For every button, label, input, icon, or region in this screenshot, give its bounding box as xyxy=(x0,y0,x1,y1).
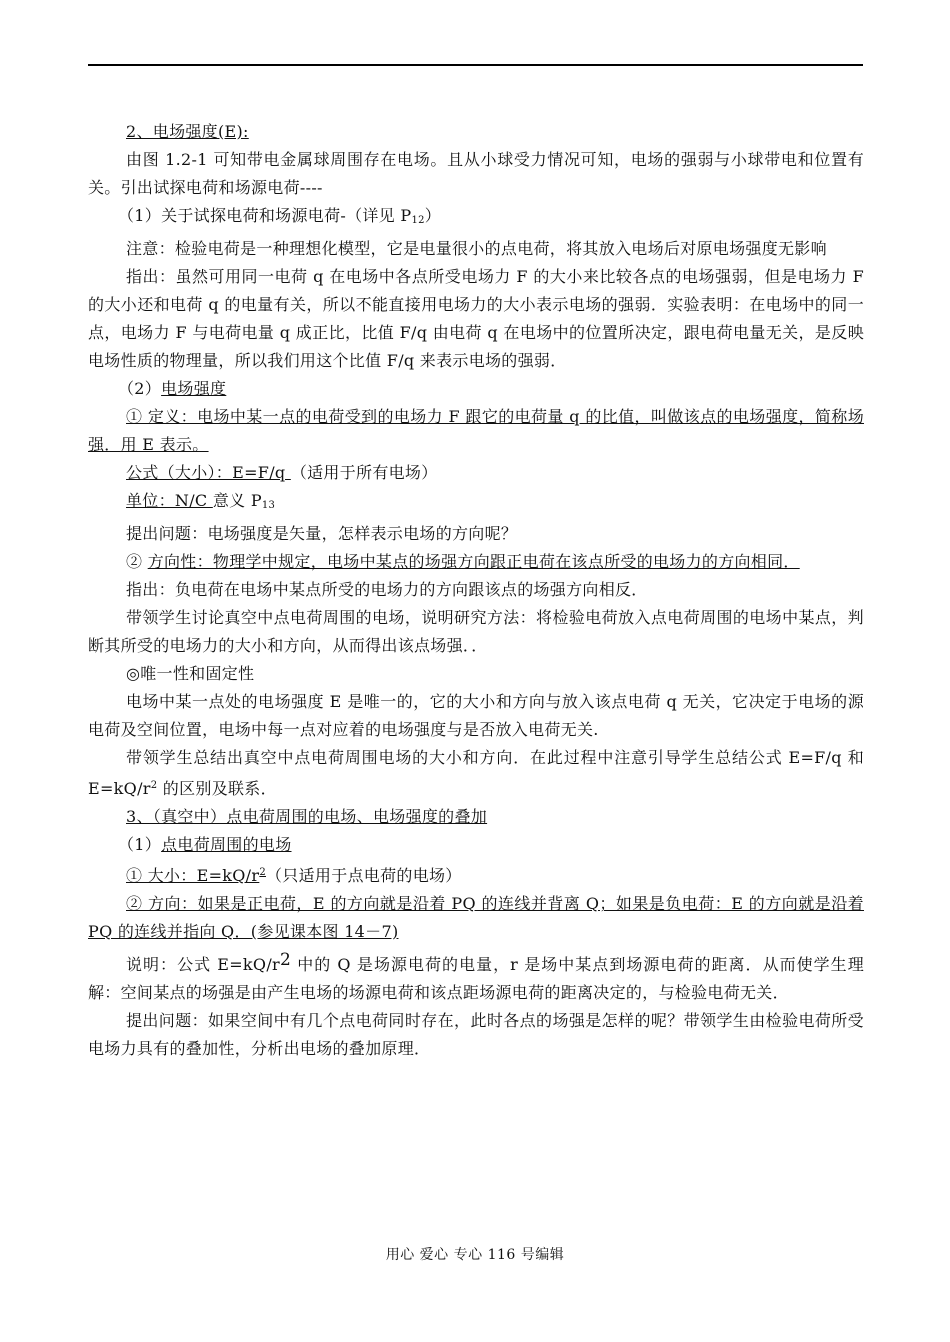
paragraph-magnitude: ① 大小：$E=kQ/r^2$（只适用于点电荷的电场） xyxy=(126,866,462,885)
section-heading-point-charge: 3、（真空中）点电荷周围的电场、电场强度的叠加 xyxy=(126,807,488,826)
header-rule xyxy=(88,64,863,66)
paragraph-test-charge: （1）关于试探电荷和场源电荷-（详见 $P_{12}$） xyxy=(118,206,442,226)
paragraph-direction: ② 方向性：物理学中规定，电场中某点的场强方向跟正电荷在该点所受的电场力的方向相同． xyxy=(126,552,800,571)
paragraph-summary: 带领学生总结出真空中点电荷周围电场的大小和方向．在此过程中注意引导学生总结公式 E=F/q 和 $E=kQ/r^2$ 的区别及联系． xyxy=(88,748,864,798)
page-footer: 用心 爱心 专心 116 号编辑 xyxy=(385,1247,565,1263)
paragraph-note: 注意：检验电荷是一种理想化模型，它是电量很小的点电荷，将其放入电场后对原电场强度无影响 xyxy=(126,239,827,258)
paragraph-question-superposition: 提出问题：如果空间中有几个点电荷同时存在，此时各点的场强是怎样的呢？带领学生由检验电荷所受电场力具有的叠加性，分析出电场的叠加原理． xyxy=(88,1011,864,1058)
subheading-point-charge-field: （1）点电荷周围的电场 xyxy=(118,835,292,854)
paragraph-explanation: 说明：公式 E=kQ/r2 中的 Q 是场源电荷的电量，r 是场中某点到场源电荷的距离．从而使学生理解：空间某点的场强是由产生电场的场源电荷和该点距场源电荷的距离决定的，与检验电荷无关． xyxy=(88,950,864,1002)
paragraph-definition: ① 定义：电场中某一点的电荷受到的电场力 F 跟它的电荷量 q 的比值，叫做该点的电场强度，简称场强．用 E 表示。 xyxy=(88,407,864,454)
paragraph-uniqueness-heading: ◎唯一性和固定性 xyxy=(126,664,255,683)
section-heading-field-strength: 2、电场强度(E): xyxy=(126,122,249,141)
paragraph-pointing-out: 指出：虽然可用同一电荷 q 在电场中各点所受电场力 F 的大小来比较各点的电场强弱，但是电场力 F 的大小还和电荷 q 的电量有关，所以不能直接用电场力的大小表示电场的强弱．实验表明：在电场中的同一点，电场力 F 与电荷电量 q 成正比，比值 F/q 由电荷 q 在电场中的位置所决定，跟电荷电量无关，是反映电场性质的物理量，所以我们用这个比值 F/q 来表示电场的强弱． xyxy=(88,267,864,370)
paragraph-formula: 公式（大小）：E=F/q （适用于所有电场） xyxy=(126,463,438,482)
subheading-field-strength: （2）电场强度 xyxy=(118,379,227,398)
document-body xyxy=(88,118,864,1063)
paragraph-uniqueness: 电场中某一点处的电场强度 E 是唯一的，它的大小和方向与放入该点电荷 q 无关，它决定于电场的源电荷及空间位置，电场中每一点对应着的电场强度与是否放入电荷无关. xyxy=(88,692,864,739)
paragraph-discussion: 带领学生讨论真空中点电荷周围的电场，说明研究方法：将检验电荷放入点电荷周围的电场中某点，判断其所受的电场力的大小和方向，从而得出该点场强．． xyxy=(88,608,864,655)
paragraph-point-direction: ② 方向：如果是正电荷，E 的方向就是沿着 PQ 的连线并背离 Q；如果是负电荷：E 的方向就是沿着 PQ 的连线并指向 Q．(参见课本图 14－7) xyxy=(88,894,864,941)
paragraph-question-direction: 提出问题：电场强度是矢量，怎样表示电场的方向呢？ xyxy=(126,524,518,543)
paragraph-intro: 由图 1.2-1 可知带电金属球周围存在电场。且从小球受力情况可知，电场的强弱与小球带电和位置有关。引出试探电荷和场源电荷---- xyxy=(88,150,864,197)
paragraph-negative-charge: 指出：负电荷在电场中某点所受的电场力的方向跟该点的场强方向相反． xyxy=(126,580,648,599)
paragraph-unit: 单位：N/C 意义 $P_{13}$ xyxy=(126,491,276,511)
